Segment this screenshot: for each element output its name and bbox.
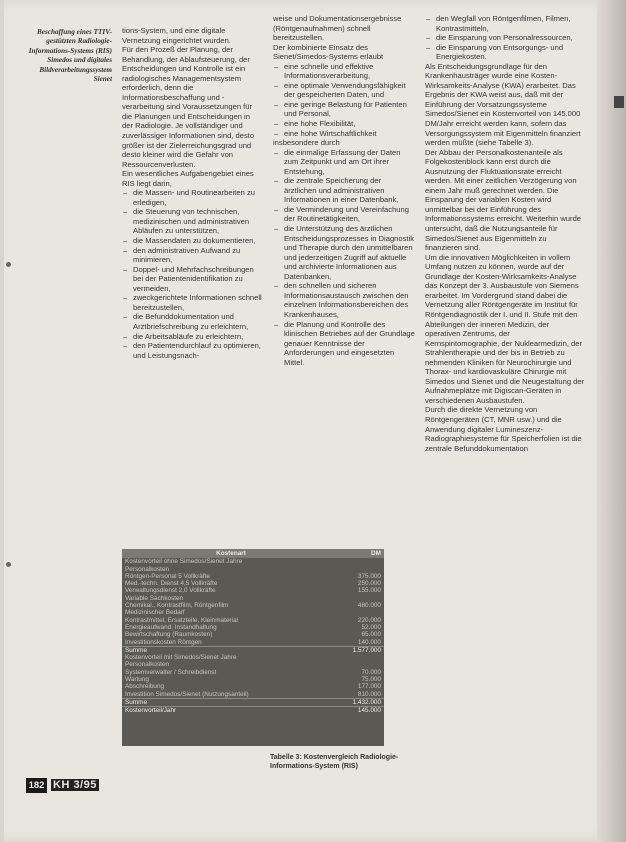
cell-value: 155.000: [357, 587, 381, 595]
table-row-total: [122, 706, 384, 714]
paragraph: Der kombinierte Einsatz des Sienet/Simedos-Systems erlaubt: [273, 42, 384, 62]
column-2: [273, 14, 415, 367]
list-item: – die Massen- und Routinearbeiten zu erledigen,: [122, 188, 262, 207]
cell-value: [337, 661, 381, 668]
list-item: – eine hohe Wirtschaftlichkeit: [273, 129, 415, 139]
list-item: – eine hohe Flexibilität,: [273, 119, 415, 129]
table-row: [122, 602, 384, 609]
column-3: [425, 14, 585, 453]
paragraph: weise und Dokumentationsergebnisse (Röntgenaufnahmen) schnell bereitzustellen.: [273, 14, 402, 43]
cell-value: 375.000: [357, 572, 381, 580]
cell-label: Variable Sachkosten: [125, 594, 184, 602]
table-caption: Tabelle 3: Kostenvergleich Radiologie-Informations-System (RIS): [270, 754, 399, 770]
cell-value: [337, 566, 381, 573]
list-item: – zweckgerichtete Informationen schnell bereitzustellen,: [122, 293, 262, 312]
cell-label: Kostenvorteil ohne Simedos/Sienet Jahre: [125, 558, 243, 566]
cell-label: Systemverwalter / Schreibdienst: [125, 668, 217, 676]
list-item: – die einmalige Erfassung der Daten zum Zeitpunkt und am Ort ihrer Entstehung,: [273, 148, 415, 177]
cell-label: Energieaufwand, Instandhaltung: [125, 623, 217, 631]
magazine-issue: [51, 778, 99, 793]
cell-value: 140.000: [357, 638, 381, 646]
list-item: – die Verminderung und Vereinfachung der Routinetätigkeiten,: [273, 205, 415, 224]
cell-label: Verwaltungsdienst 2,0 Vollkräfte: [125, 587, 216, 595]
cell-label: Personalkosten: [125, 565, 170, 573]
table-row: [122, 609, 384, 616]
paragraph: Durch die direkte Vernetzung von Röntgengeräten (CT, MNR usw.) und die Anwendung digitaler Lumineszenz-Radiographiesysteme für Speicherfolien ist die zentrale Befunddokumentation: [425, 405, 582, 453]
cell-value: [337, 558, 381, 565]
paragraph: Für den Prozeß der Planung, der Behandlung, der Ablaufsteuerung, der Entscheidungen und Kontrolle ist ein radiologisches Managementsystem erforderlich, denn die Informationsbeschaffung und -verarbeitung sind Voraussetzungen für die Planungen und Entscheidungen in der Radiologie. Je vollständiger und zuverlässiger Informationen sind, desto größer ist der Zielerreichungsgrad und desto kleiner wird die Gefahr von Ressourcenverlusten.: [122, 45, 255, 169]
page-number: 182: [26, 778, 47, 793]
list-item: – die Unterstützung des ärztlichen Entscheidungsprozesses in Diagnostik und Therapie durch den unmittelbaren und jederzeitigen Zugriff auf aktuelle und archivierte Informationen aus Datenbanken,: [273, 224, 415, 281]
list-item: – Doppel- und Mehrfachschreibungen bei der Patientenidentifikation zu vermeiden,: [122, 265, 262, 294]
table-row: [122, 691, 384, 698]
table-row: [122, 558, 384, 565]
table-row: [122, 669, 384, 676]
table-row: [122, 587, 384, 594]
table-row: [122, 624, 384, 631]
list-item: – eine geringe Belastung für Patienten und Personal,: [273, 100, 415, 119]
table-row: [122, 566, 384, 573]
table-row: [122, 580, 384, 587]
page-gutter: [597, 0, 626, 842]
cell-value: 810.000: [357, 690, 381, 698]
cell-label: Investition Simedos/Sienet (Nutzungsanteil): [125, 690, 249, 698]
list-item: – die Massendaten zu dokumentieren,: [122, 236, 262, 246]
cell-value: 65.000: [361, 631, 381, 639]
table-row: [122, 617, 384, 624]
bullet-list: [425, 14, 585, 62]
table-row: [122, 661, 384, 668]
cell-value: 177.000: [357, 683, 381, 691]
table-row: [122, 639, 384, 646]
cell-label: Medizinischer Bedarf: [125, 609, 185, 617]
list-item: – die zentrale Speicherung der ärztlichen und administrativen Informationen in einer Datenbank,: [273, 176, 415, 205]
paragraph: Um die innovativen Möglichkeiten in vollem Umfang nutzen zu können, wurde auf der Grundlage der Kosten-Wirksamkeits-Analyse das Konzept der 3. Ausbaustufe von Siemens erarbeitet. Im Vordergrund stand dabei die Vernetzung aller Röntgengeräte im Institut für Röntgendiagnostik der I. und II. Stufe mit den Abteilungen der inneren Medizin, der operativen Zentrums, der Kernspintomographie, der Nuklearmedizin, der Strahlentherapie und der bis in Betrieb zu nehmenden Kliniken für Neurochirurgie und Thorax- und kardiovaskuläre Chirurgie mit Simedos und Sienet und die Neugestaltung der Aufnahmeplätze mit Digiscan-Geräten in verschiedenen Ausbaustufen.: [425, 252, 585, 405]
list-item: – die Steuerung von technischen, medizinischen und administrativen Abläufen zu unterstützen,: [122, 207, 262, 236]
table-row: [122, 676, 384, 683]
cell-value: 250.000: [357, 580, 381, 588]
cell-label: Summe: [125, 698, 148, 706]
cell-label: Summe: [125, 646, 148, 654]
list-item: – die Einsparung von Personalressourcen,: [425, 33, 585, 43]
cell-label: Kontrastmittel, Ersatzteile, Kleinmaterial: [125, 616, 238, 624]
cell-label: Med.-techn. Dienst 4,5 Vollkräfte: [125, 580, 218, 588]
table-row: [122, 573, 384, 580]
cell-label: Investitionskosten Röntgen: [125, 638, 202, 646]
cell-value: [337, 595, 381, 602]
cell-value: 75.000: [361, 676, 381, 684]
cell-value: [337, 609, 381, 616]
cell-label: Chemikal., Kontrastfilm, Röntgenfilm: [125, 602, 229, 610]
header-cell: DM: [371, 550, 381, 557]
cell-value: 70.000: [361, 668, 381, 676]
table-row-sum: [122, 698, 384, 706]
table-row: [122, 595, 384, 602]
margin-note: Beschaffung eines TTIV-gestützten Radiologie-Informations-Systems (RIS) Simedos und digitales Bildverarbeitungssystem Sienet: [28, 28, 112, 84]
list-item: – eine optimale Verwendungsfähigkeit der gespeicherten Daten, und: [273, 81, 415, 100]
cell-label: Bewirtschaftung (Raumkosten): [125, 631, 213, 639]
cell-label: Abschreibung: [125, 683, 165, 691]
list-item: – den administrativen Aufwand zu minimieren,: [122, 246, 262, 265]
cost-comparison-table: [122, 549, 384, 746]
cell-value: 1.432.000: [352, 698, 381, 706]
magazine-label: KH 3/95: [53, 779, 97, 791]
paragraph: Der Abbau der Personalkostenanteile als Folgekostenblock kann erst durch die Ausnutzung der Fluktuationsrate erreicht werden. Mit einer zeitlichen Verzögerung von einem Jahr muß gerechnet werden. Die Einsparung der variablen Kosten wird unmittelbar bei der Einführung des Informationssystems erreicht. Weiterhin wurde untersucht, daß die Nutzungsanteile für Simedos/Sienet aus Eigenmitteln zu finanzieren sind.: [425, 147, 582, 253]
punch-hole: [6, 562, 11, 567]
cell-value: 480.000: [357, 602, 381, 610]
table-row-sum: [122, 646, 384, 654]
table-row: [122, 683, 384, 690]
list-item: – die Einsparung von Entsorgungs- und Energiekosten.: [425, 43, 585, 62]
cell-label: Kostenvorteil mit Simedos/Sienet Jahre: [125, 654, 237, 662]
bullet-list: [273, 148, 415, 368]
page-edge-tab: [614, 96, 624, 108]
column-1: [122, 26, 262, 360]
cell-value: 220.000: [357, 616, 381, 624]
cell-label: Kostenvorteil/Jahr: [125, 707, 177, 715]
cell-label: Wartung: [125, 676, 149, 684]
paragraph: tions-System, und eine digitale Vernetzung eingerichtet wurden.: [122, 26, 231, 45]
list-item: – den schnellen und sicheren Informationsaustausch zwischen den einzelnen Informationsbereichen des Krankenhauses,: [273, 281, 415, 319]
cell-value: 1.577.000: [352, 646, 381, 654]
list-item: – den Wegfall von Röntgenfilmen, Filmen, Kontrastmitteln,: [425, 14, 585, 33]
table-header: [122, 549, 384, 558]
list-item: – den Patientendurchlauf zu optimieren, und Leistungsnach-: [122, 341, 262, 360]
punch-hole: [6, 262, 11, 267]
table-row: [122, 631, 384, 638]
cell-value: [337, 654, 381, 661]
list-item: – die Befunddokumentation und Arztbriefschreibung zu erleichtern,: [122, 312, 262, 331]
paragraph: Als Entscheidungsgrundlage für den Krankenhausträger wurde eine Kosten-Wirksamkeits-Analyse (KWA) erarbeitet. Das Ergebnis der KWA weist aus, daß mit der Einführung der Vorsatzungssysteme Simedos/Sienet ein Kostenvorteil von 145.000 DM/Jahr erreicht werden kann, sofern das Versorgungssystem mit Eigenmitteln finanziert werden müßte (siehe Tabelle 3).: [425, 61, 581, 148]
cell-label: Röntgen-Personal 5 Vollkräfte: [125, 572, 210, 580]
header-cell: Kostenart: [216, 550, 246, 557]
list-item: – eine schnelle und effektive Informationsverarbeitung,: [273, 62, 415, 81]
bullet-list: [122, 188, 262, 360]
list-item: – die Planung und Kontrolle des klinischen Betriebes auf der Grundlage genauer Kenntnisse der Anforderungen und eingesetzten Mittel.: [273, 320, 415, 368]
cell-label: Personalkosten: [125, 661, 170, 669]
cell-value: 145.000: [357, 707, 381, 715]
table-row: [122, 654, 384, 661]
paragraph: insbesondere durch: [273, 138, 340, 148]
list-item: – die Arbeitsabläufe zu erleichtern,: [122, 332, 262, 342]
bullet-list: [273, 62, 415, 138]
cell-value: 52.000: [361, 623, 381, 631]
paragraph: Ein wesentliches Aufgabengebiet eines RIS liegt darin,: [122, 169, 254, 188]
